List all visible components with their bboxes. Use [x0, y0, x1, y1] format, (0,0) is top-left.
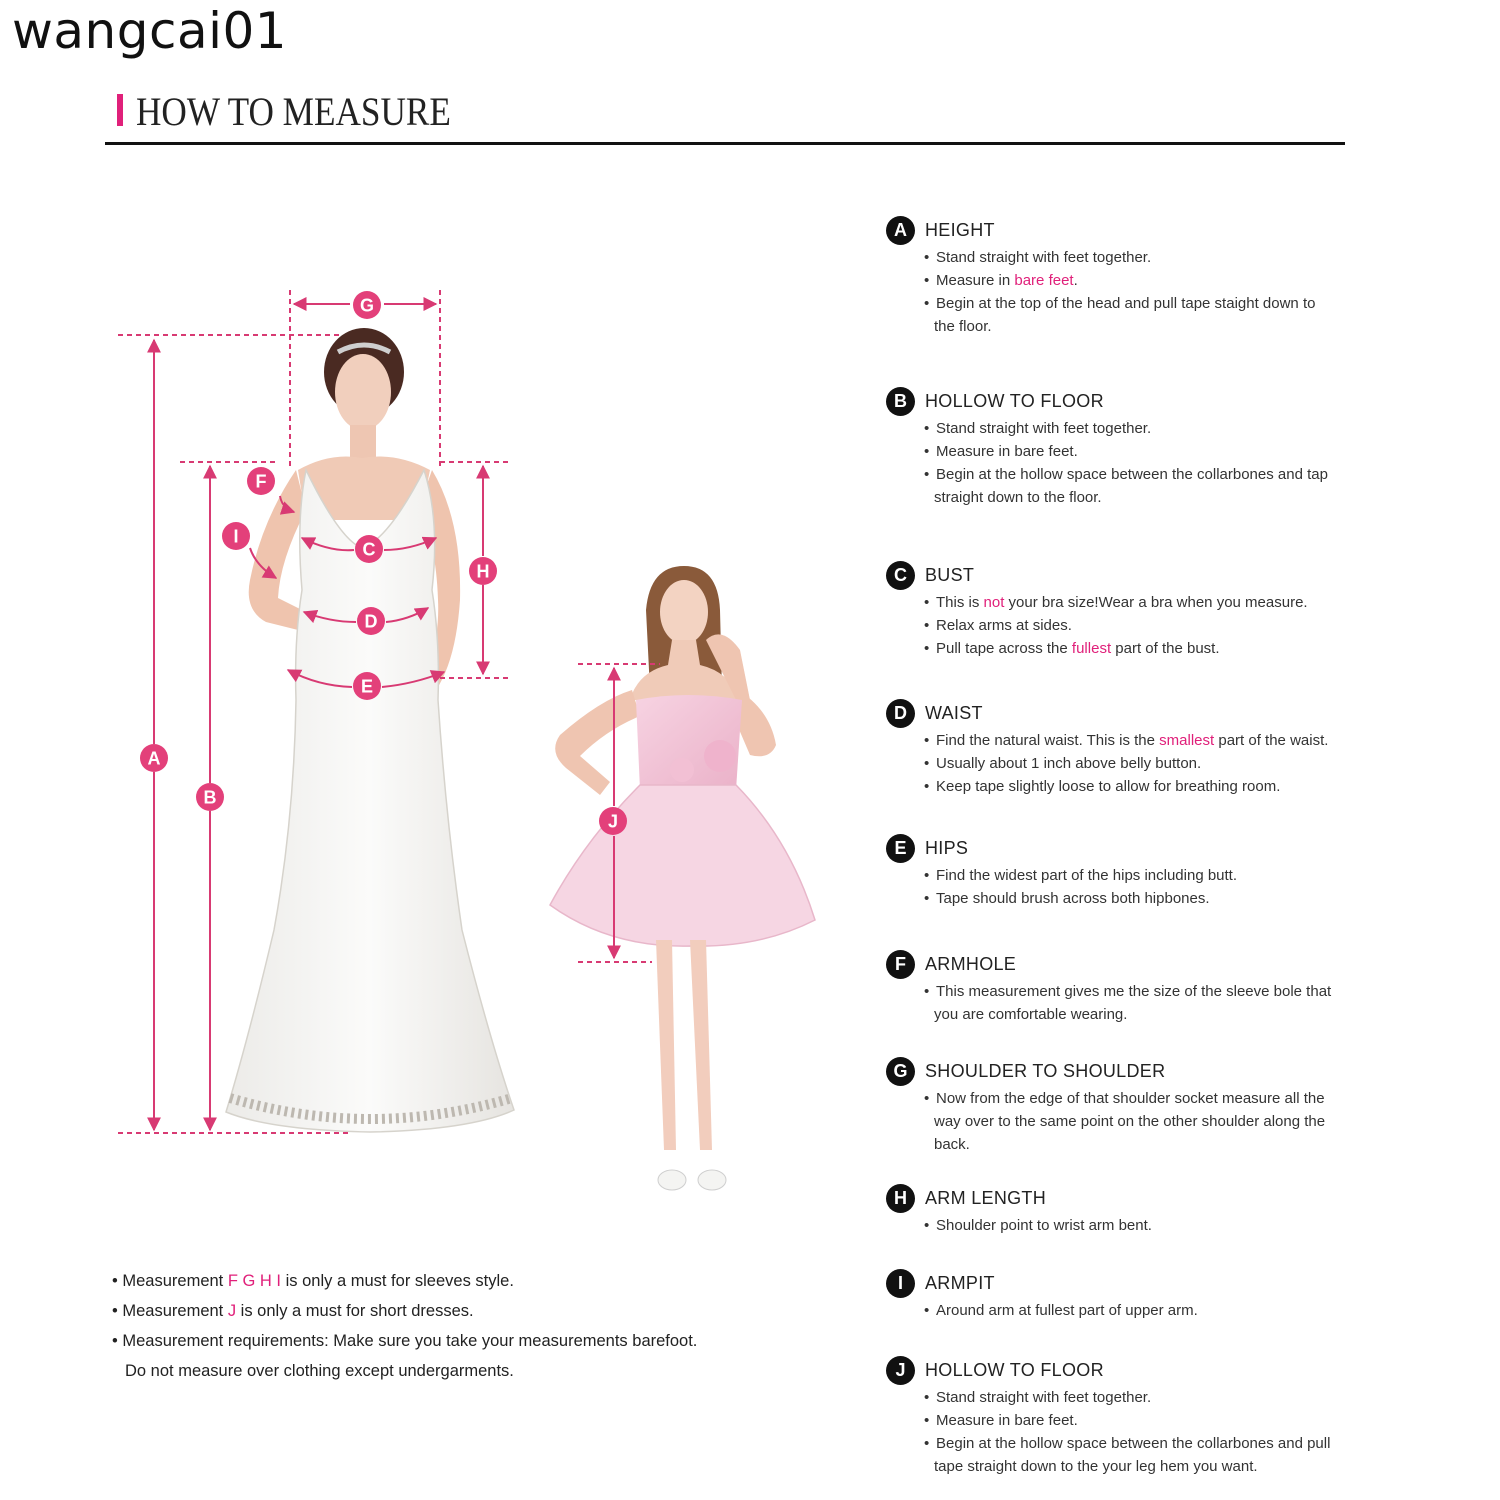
- section-title: WAIST: [925, 703, 983, 723]
- short-dress-figure: [550, 566, 815, 1190]
- svg-text:D: D: [364, 611, 378, 632]
- note-text: Measurement: [122, 1302, 228, 1320]
- section-lines: [924, 980, 1364, 1026]
- note-text: Measurement requirements: Make sure you take your measurements barefoot.: [122, 1332, 698, 1350]
- section-lines: [924, 1214, 1364, 1237]
- instruction-line: [924, 486, 1364, 509]
- marker-i: [222, 522, 250, 550]
- note-text: is only a must for sleeves style.: [281, 1272, 514, 1290]
- instruction-line: [924, 1455, 1364, 1478]
- instruction-line: [924, 1003, 1364, 1026]
- instruction-line: [924, 417, 1364, 440]
- section-title: HEIGHT: [925, 220, 995, 240]
- instruction-text: Relax arms at sides.: [936, 617, 1072, 634]
- bullet: •: [924, 594, 930, 611]
- instruction-text: way over to the same point on the other shoulder along the: [934, 1113, 1326, 1130]
- letter-badge: H: [886, 1184, 915, 1213]
- letter-badge: C: [886, 561, 915, 590]
- instruction-line: [924, 440, 1364, 463]
- bullet: •: [924, 249, 930, 266]
- instruction-line: [924, 269, 1364, 292]
- bullet: •: [924, 272, 930, 289]
- bullet: •: [924, 1090, 930, 1107]
- bullet: •: [924, 1302, 930, 1319]
- bullet: •: [924, 443, 930, 460]
- instruction-text: fullest: [1071, 640, 1112, 657]
- note-line: [112, 1356, 697, 1386]
- bullet: •: [924, 640, 930, 657]
- bullet: •: [924, 983, 930, 1000]
- instruction-line: [924, 1299, 1364, 1322]
- instruction-line: [924, 1386, 1364, 1409]
- marker-h: [469, 557, 497, 585]
- svg-text:A: A: [147, 748, 161, 769]
- section-title: ARMPIT: [925, 1273, 995, 1293]
- instruction-text: Around arm at fullest part of upper arm.: [936, 1302, 1198, 1319]
- note-text: Do not measure over clothing except undergarments.: [125, 1362, 514, 1380]
- bullet: •: [924, 867, 930, 884]
- marker-j: [599, 807, 627, 835]
- svg-text:I: I: [233, 526, 239, 547]
- marker-f: [247, 467, 275, 495]
- section-lines: [924, 591, 1364, 660]
- bullet: •: [924, 1412, 930, 1429]
- instruction-text: Measure in: [936, 272, 1015, 289]
- instruction-line: [924, 864, 1364, 887]
- bullet: •: [924, 890, 930, 907]
- section-lines: [924, 417, 1364, 509]
- note-text: is only a must for short dresses.: [236, 1302, 474, 1320]
- instruction-text: Shoulder point to wrist arm bent.: [936, 1217, 1152, 1234]
- bride-figure: [226, 328, 514, 1132]
- svg-text:E: E: [360, 676, 374, 697]
- instruction-line: [924, 246, 1364, 269]
- note-line: [112, 1326, 697, 1356]
- instruction-text: tape straight down to the your leg hem you want.: [934, 1458, 1258, 1475]
- bullet: •: [924, 1389, 930, 1406]
- bullet: •: [924, 1217, 930, 1234]
- instruction-line: [924, 887, 1364, 910]
- bullet: •: [924, 617, 930, 634]
- instruction-text: Tape should brush across both hipbones.: [936, 890, 1210, 907]
- section-title: ARMHOLE: [925, 954, 1017, 974]
- instruction-text: your bra size!Wear a bra when you measure.: [1004, 594, 1308, 611]
- letter-badge: A: [886, 216, 915, 245]
- instruction-line: [924, 1087, 1364, 1110]
- instruction-line: [924, 729, 1364, 752]
- note-line: [112, 1266, 697, 1296]
- marker-d: [357, 607, 385, 635]
- bullet: •: [924, 1435, 930, 1452]
- letter-badge: F: [886, 950, 915, 979]
- note-text: J: [227, 1302, 237, 1320]
- instruction-text: .: [1073, 272, 1078, 289]
- svg-text:B: B: [203, 787, 217, 808]
- letter-badge: I: [886, 1269, 915, 1298]
- section-title: ARM LENGTH: [925, 1188, 1047, 1208]
- section-title: HOLLOW TO FLOOR: [925, 1360, 1104, 1380]
- instruction-text: Pull tape across the: [936, 640, 1072, 657]
- instruction-line: [924, 637, 1364, 660]
- marker-c: [355, 535, 383, 563]
- instruction-line: [924, 1214, 1364, 1237]
- section-title: HIPS: [925, 838, 969, 858]
- instruction-line: [924, 1110, 1364, 1133]
- letter-badge: B: [886, 387, 915, 416]
- instruction-text: Stand straight with feet together.: [936, 249, 1152, 266]
- instruction-text: part of the waist.: [1214, 732, 1329, 749]
- instruction-text: Now from the edge of that shoulder socket measure all the: [936, 1090, 1325, 1107]
- section-lines: [924, 729, 1364, 798]
- instruction-text: Find the widest part of the hips including butt.: [936, 867, 1238, 884]
- marker-g: [353, 291, 381, 319]
- instruction-text: Begin at the hollow space between the collarbones and tap: [936, 466, 1328, 483]
- instruction-text: not: [983, 594, 1005, 611]
- instruction-text: Find the natural waist. This is the: [936, 732, 1160, 749]
- watermark: wangcai01: [12, 2, 288, 60]
- instruction-line: [924, 591, 1364, 614]
- letter-badge: E: [886, 834, 915, 863]
- bullet: •: [112, 1332, 123, 1350]
- instruction-line: [924, 463, 1364, 486]
- instruction-text: bare feet: [1014, 272, 1074, 289]
- letter-badge: J: [886, 1356, 915, 1385]
- instruction-text: Measure in bare feet.: [936, 1412, 1078, 1429]
- instruction-text: back.: [934, 1136, 970, 1153]
- instruction-text: you are comfortable wearing.: [934, 1006, 1128, 1023]
- bullet: •: [924, 778, 930, 795]
- instruction-line: [924, 614, 1364, 637]
- instruction-text: Stand straight with feet together.: [936, 420, 1152, 437]
- instruction-line: [924, 980, 1364, 1003]
- instruction-line: [924, 1432, 1364, 1455]
- instruction-line: [924, 775, 1364, 798]
- instruction-text: This is: [936, 594, 984, 611]
- instruction-line: [924, 292, 1364, 315]
- measurement-notes: [112, 1266, 697, 1386]
- note-line: [112, 1296, 697, 1326]
- marker-e: [353, 672, 381, 700]
- bullet: •: [924, 732, 930, 749]
- bullet: •: [112, 1302, 123, 1320]
- instruction-text: Begin at the top of the head and pull tape staight down to: [936, 295, 1316, 312]
- svg-text:H: H: [476, 561, 490, 582]
- section-lines: [924, 1299, 1364, 1322]
- instruction-text: part of the bust.: [1111, 640, 1220, 657]
- marker-a: [140, 744, 168, 772]
- section-lines: [924, 1087, 1364, 1156]
- section-lines: [924, 864, 1364, 910]
- marker-b: [196, 783, 224, 811]
- note-text: Measurement: [122, 1272, 228, 1290]
- letter-badge: D: [886, 699, 915, 728]
- instruction-text: Begin at the hollow space between the collarbones and pull: [936, 1435, 1331, 1452]
- section-lines: [924, 1386, 1364, 1478]
- bullet: •: [924, 755, 930, 772]
- bullet: •: [924, 420, 930, 437]
- instruction-text: smallest: [1159, 732, 1215, 749]
- svg-text:C: C: [362, 539, 376, 560]
- instruction-line: [924, 315, 1364, 338]
- bullet: •: [924, 295, 930, 312]
- page-title: HOW TO MEASURE: [136, 89, 451, 134]
- instruction-text: the floor.: [934, 318, 992, 335]
- svg-text:J: J: [607, 811, 619, 832]
- instruction-line: [924, 1133, 1364, 1156]
- section-title: BUST: [925, 565, 975, 585]
- instruction-text: Stand straight with feet together.: [936, 1389, 1152, 1406]
- instruction-line: [924, 1409, 1364, 1432]
- note-text: F G H I: [227, 1272, 282, 1290]
- section-lines: [924, 246, 1364, 338]
- instruction-text: straight down to the floor.: [934, 489, 1102, 506]
- section-title: SHOULDER TO SHOULDER: [925, 1061, 1166, 1081]
- instruction-text: Measure in bare feet.: [936, 443, 1078, 460]
- section-title: HOLLOW TO FLOOR: [925, 391, 1104, 411]
- bullet: •: [112, 1272, 123, 1290]
- letter-badge: G: [886, 1057, 915, 1086]
- instruction-text: This measurement gives me the size of the sleeve bole that: [936, 983, 1332, 1000]
- instruction-text: Usually about 1 inch above belly button.: [936, 755, 1202, 772]
- svg-text:F: F: [255, 471, 267, 492]
- instruction-text: Keep tape slightly loose to allow for breathing room.: [936, 778, 1281, 795]
- bullet: •: [924, 466, 930, 483]
- instruction-line: [924, 752, 1364, 775]
- svg-text:G: G: [359, 295, 375, 316]
